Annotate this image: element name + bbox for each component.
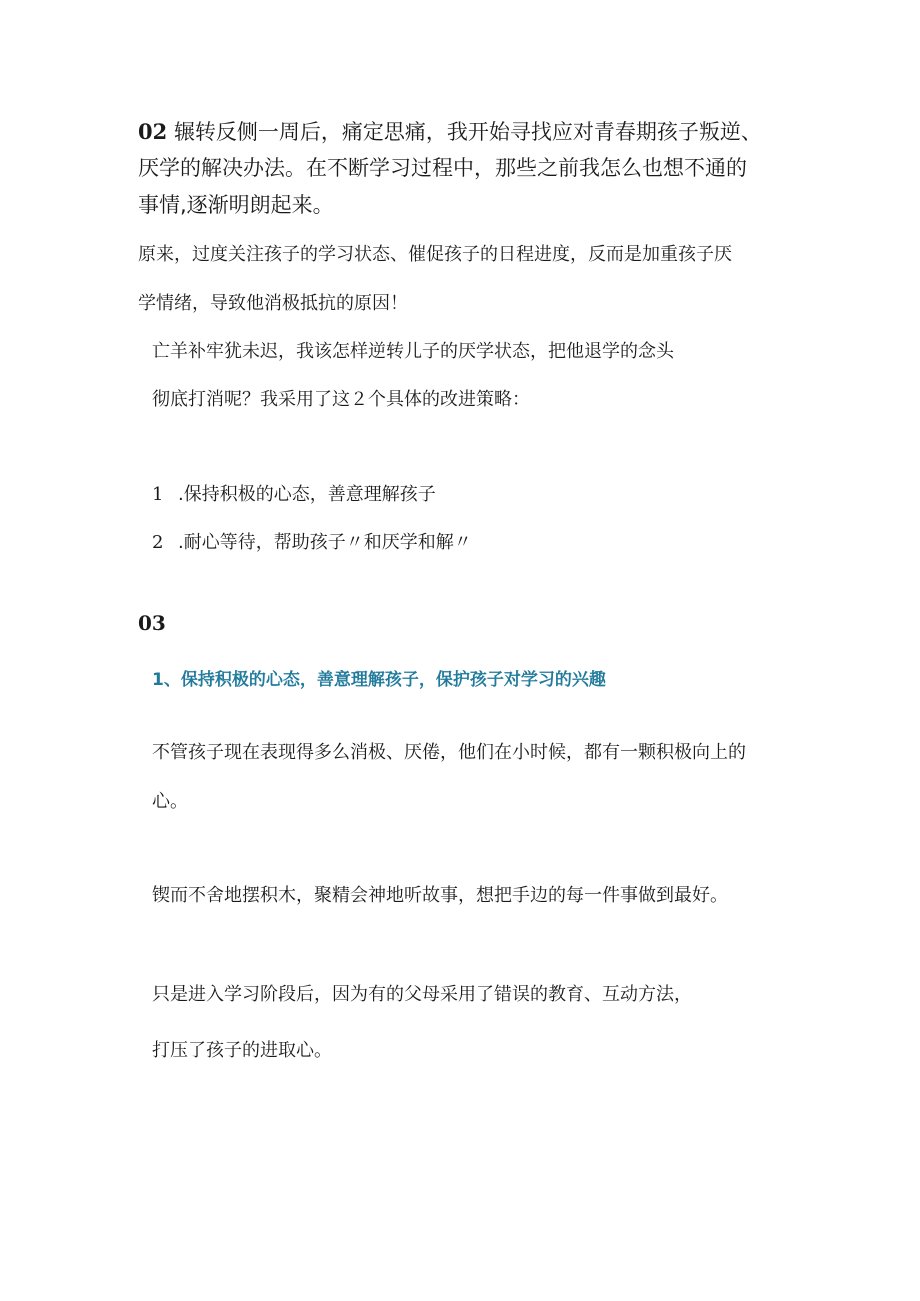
section-number-03: 03	[138, 611, 166, 635]
strategy-item-1	[152, 486, 436, 504]
strategy-text: .保持积极的心态，善意理解孩子	[178, 484, 436, 505]
intro-line-2: 厌学的解决办法。在不断学习过程中，那些之前我怎么也想不通的	[138, 156, 747, 180]
para1-line-2: 学情绪，导致他消极抵抗的原因！	[138, 293, 408, 314]
intro-line-1	[138, 121, 762, 143]
intro-text-1: 辗转反侧一周后，痛定思痛，我开始寻找应对青春期孩子叛逆、	[173, 120, 762, 144]
section3-p2: 锲而不舍地摆积木，聚精会神地听故事，想把手边的每一件事做到最好。	[152, 885, 728, 906]
para1-line-1: 原来，过度关注孩子的学习状态、催促孩子的日程进度，反而是加重孩子厌	[138, 244, 732, 265]
section3-p3-line-2: 打压了孩子的进取心。	[152, 1040, 332, 1061]
strategy-number: 2	[152, 532, 164, 553]
section3-p3-line-1: 只是进入学习阶段后，因为有的父母采用了错误的教育、互动方法，	[152, 984, 692, 1005]
section3-p1-line-1: 不管孩子现在表现得多么消极、厌倦，他们在小时候，都有一颗积极向上的	[152, 742, 746, 763]
intro-line-3: 事情,逐渐明朗起来。	[138, 193, 334, 217]
strategy-number: 1	[152, 484, 164, 505]
para2-line-2: 彻底打消呢？我采用了这２个具体的改进策略：	[152, 389, 530, 410]
para2-line-1: 亡羊补牢犹未迟，我该怎样逆转儿子的厌学状态，把他退学的念头	[152, 341, 674, 362]
strategy-item-2	[152, 534, 472, 552]
strategy-text: .耐心等待，帮助孩子〃和厌学和解〃	[178, 532, 472, 553]
section3-p1-line-2: 心。	[152, 791, 188, 812]
section-heading: 1、保持积极的心态，善意理解孩子，保护孩子对学习的兴趣	[152, 670, 606, 690]
section-number-02: 02	[138, 119, 168, 144]
